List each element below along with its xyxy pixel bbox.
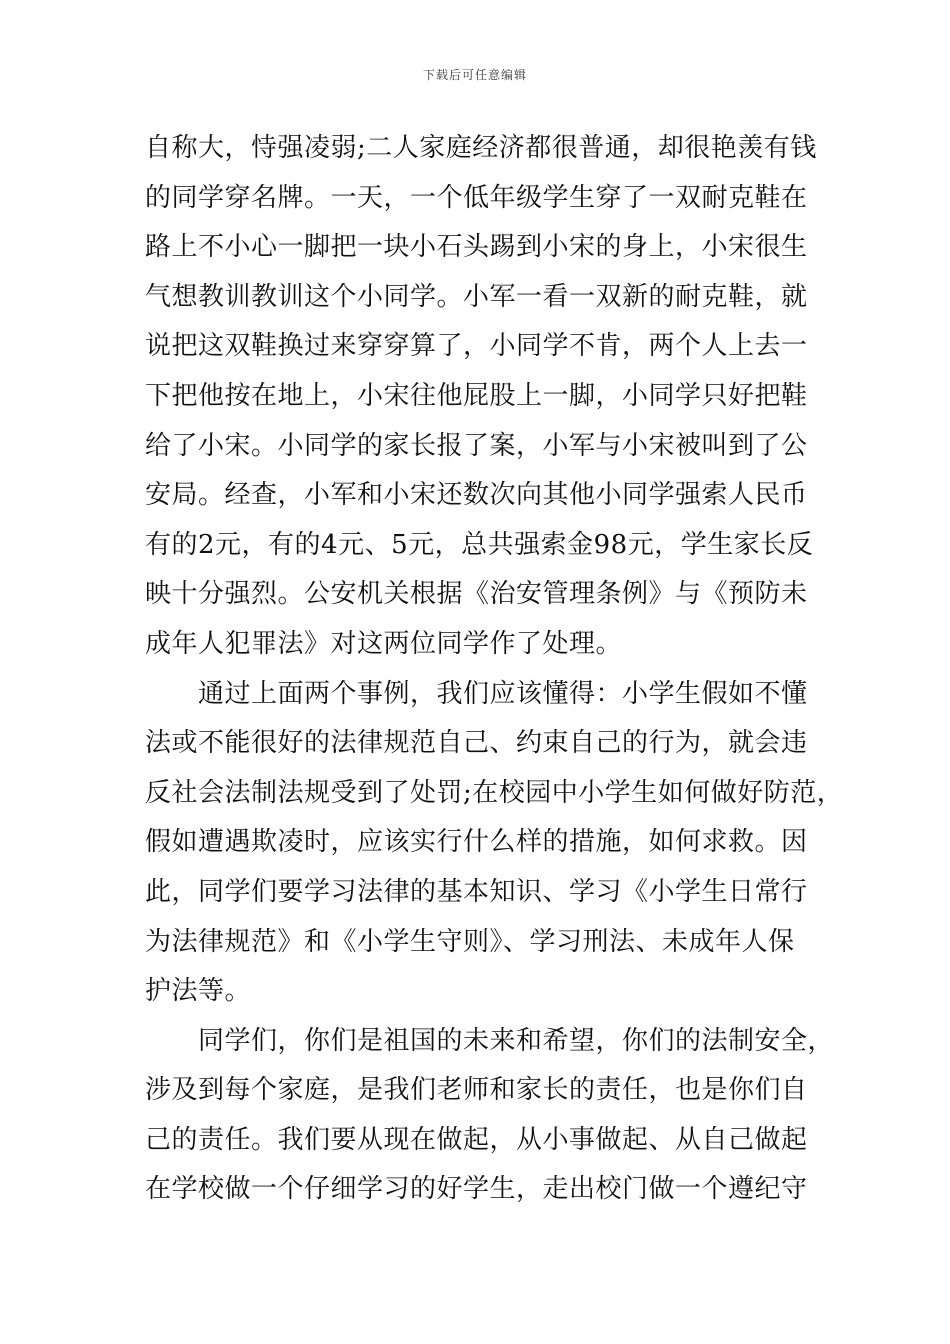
text-line: 己的责任。我们要从现在做起，从小事做起、从自己做起 [145, 1124, 808, 1155]
page-header: 下载后可任意编辑 [422, 68, 527, 82]
text-line: 假如遭遇欺凌时，应该实行什么样的措施，如何求救。因 [145, 827, 808, 858]
paragraph-start-line: 同学们，你们是祖国的未来和希望，你们的法制安全， [145, 1025, 835, 1056]
text-line: 为法律规范》和《小学生守则》、学习刑法、未成年人保 [145, 926, 795, 957]
document-body [145, 124, 844, 1215]
text-line: 在学校做一个仔细学习的好学生，走出校门做一个遵纪守 [145, 1174, 808, 1205]
text-line: 下把他按在地上，小宋往他屁股上一脚，小同学只好把鞋 [145, 380, 808, 411]
paragraph-start-line: 通过上面两个事例，我们应该懂得：小学生假如不懂 [145, 678, 808, 709]
text-line: 给了小宋。小同学的家长报了案，小军与小宋被叫到了公 [145, 430, 808, 461]
text-line: 法或不能很好的法律规范自己、约束自己的行为，就会违 [145, 728, 808, 759]
text-line: 气想教训教训这个小同学。小军一看一双新的耐克鞋，就 [145, 281, 808, 312]
text-line: 映十分强烈。公安机关根据《治安管理条例》与《预防未 [145, 579, 808, 610]
text-line: 反社会法制法规受到了处罚;在校园中小学生如何做好防范， [145, 777, 844, 808]
text-line: 安局。经查，小军和小宋还数次向其他小同学强索人民币 [145, 480, 808, 511]
text-line: 说把这双鞋换过来穿穿算了，小同学不肯，两个人上去一 [145, 331, 808, 362]
text-line: 有的2元，有的4元、5元，总共强索金98元，学生家长反 [145, 529, 814, 560]
text-line: 涉及到每个家庭，是我们老师和家长的责任，也是你们自 [145, 1075, 808, 1106]
text-line: 此，同学们要学习法律的基本知识、学习《小学生日常行 [145, 876, 808, 907]
text-line: 的同学穿名牌。一天，一个低年级学生穿了一双耐克鞋在 [145, 182, 808, 213]
text-line: 路上不小心一脚把一块小石头踢到小宋的身上，小宋很生 [145, 232, 808, 263]
text-line: 护法等。 [145, 976, 252, 1007]
text-line: 自称大，恃强凌弱;二人家庭经济都很普通，却很艳羡有钱 [145, 133, 817, 163]
text-line: 成年人犯罪法》对这两位同学作了处理。 [145, 628, 623, 659]
